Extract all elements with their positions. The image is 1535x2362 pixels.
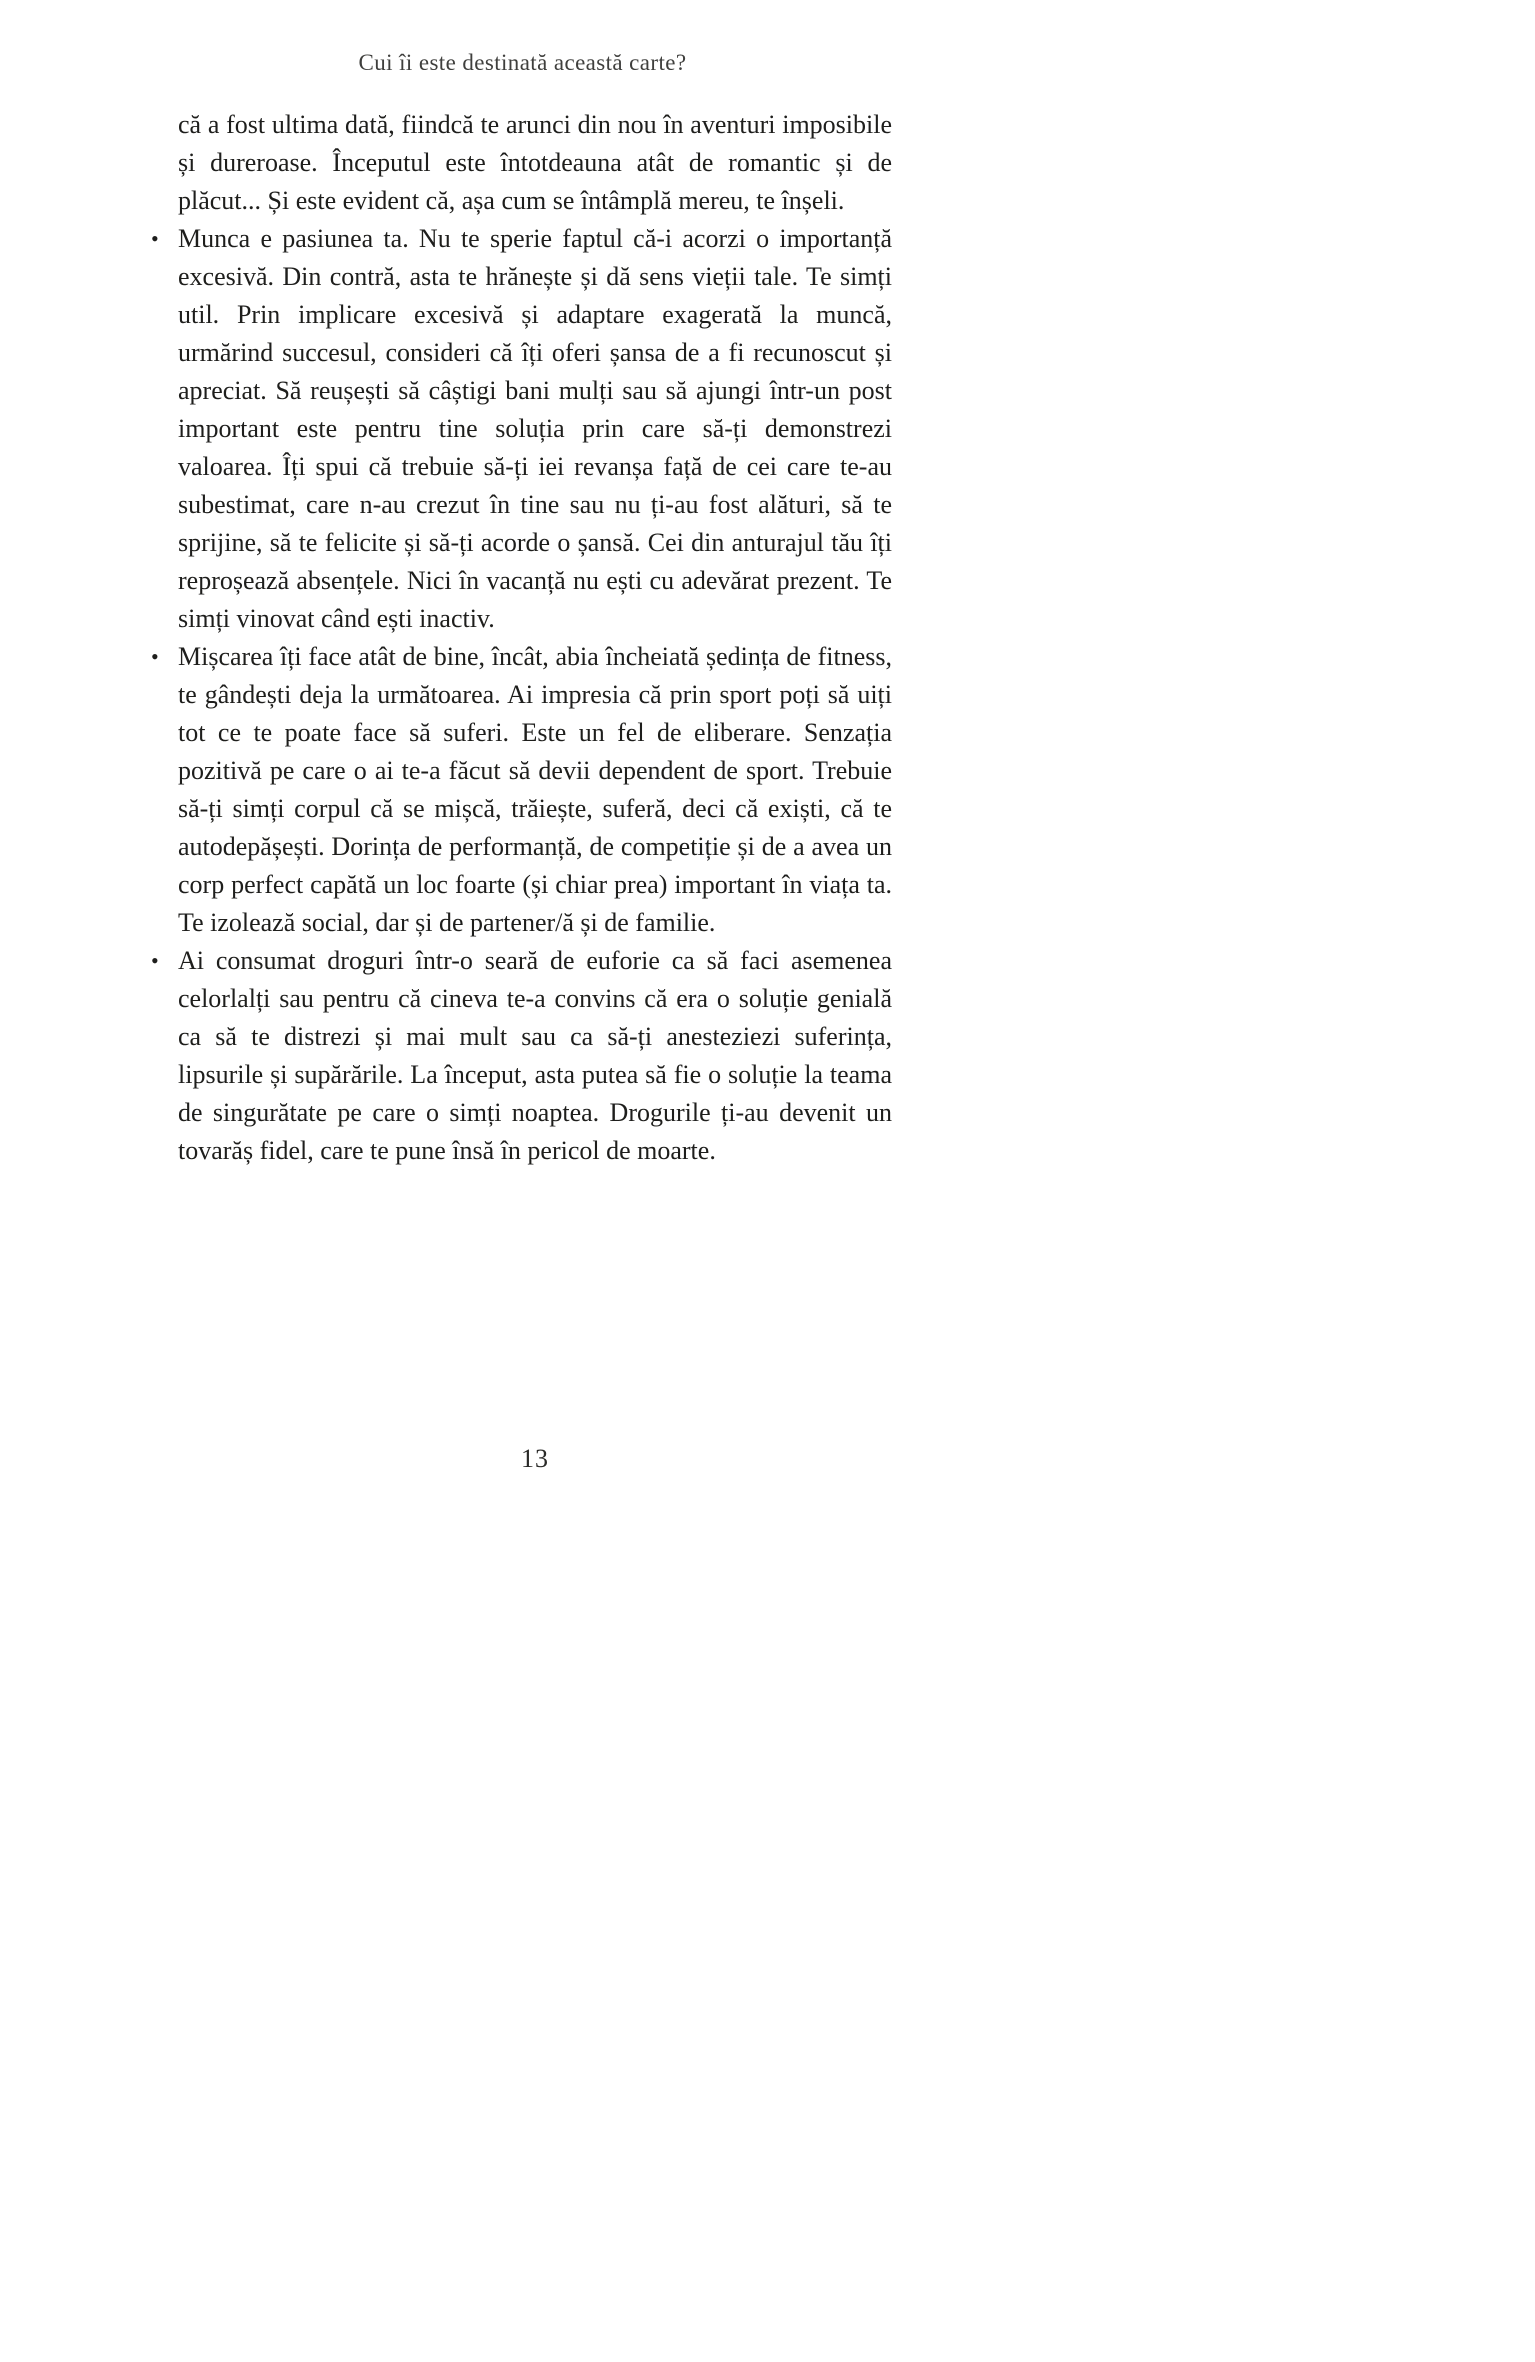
list-item: [151, 220, 892, 638]
bullet-text: Munca e pasiunea ta. Nu te sperie faptul că-i acorzi o importanță excesivă. Din contră, asta te hrănește și dă sens vieții tale. Te simți util. Prin implicare excesivă și adaptare exagerată la muncă, urmărind succesul, consideri că îți oferi șansa de a fi recunoscut și apreciat. Să reușești să câștigi bani mulți sau să ajungi într-un post important este pentru tine soluția prin care să-ți demonstrezi valoarea. Îți spui că trebuie să-ți iei revanșa față de cei care te-au subestimat, care n-au crezut în tine sau nu ți-au fost alături, să te sprijine, să te felicite și să-ți acorde o șansă. Cei din anturajul tău îți reproșează absențele. Nici în vacanță nu ești cu adevărat prezent. Te simți vinovat când ești inactiv.: [178, 224, 892, 633]
bullet-icon: •: [151, 226, 159, 251]
page-number: 13: [521, 1444, 549, 1473]
list-item: [151, 638, 892, 942]
running-header: Cui îi este destinată această carte?: [358, 50, 687, 75]
bullet-list: [151, 220, 892, 1170]
bullet-icon: •: [151, 948, 159, 973]
bullet-text: Mișcarea îți face atât de bine, încât, abia încheiată ședința de fitness, te gândești deja la următoarea. Ai impresia că prin sport poți să uiți tot ce te poate face să suferi. Este un fel de eliberare. Senzația pozitivă pe care o ai te-a făcut să devii dependent de sport. Trebuie să-ți simți corpul că se mișcă, trăiește, suferă, deci că exiști, că te autodepășești. Dorința de performanță, de competiție și de a avea un corp perfect capătă un loc foarte (și chiar prea) important în viața ta. Te izolează social, dar și de partener/ă și de familie.: [178, 642, 892, 937]
list-item: [151, 942, 892, 1170]
body-text-block: [151, 106, 892, 1170]
bullet-icon: •: [151, 644, 159, 669]
bullet-text: Ai consumat droguri într-o seară de euforie ca să faci asemenea celorlalți sau pentru că cineva te-a convins că era o soluție genială ca să te distrezi și mai mult sau ca să-ți anesteziezi suferința, lipsurile și supărările. La început, asta putea să fie o soluție la teama de singurătate pe care o simți noaptea. Drogurile ți-au devenit un tovarăș fidel, care te pune însă în pericol de moarte.: [178, 946, 892, 1165]
paragraph-continuation: că a fost ultima dată, fiindcă te arunci din nou în aventuri imposibile și dureroase. Începutul este întotdeauna atât de romantic și de plăcut... Și este evident că, așa cum se întâmplă mereu, te înșeli.: [178, 110, 892, 215]
